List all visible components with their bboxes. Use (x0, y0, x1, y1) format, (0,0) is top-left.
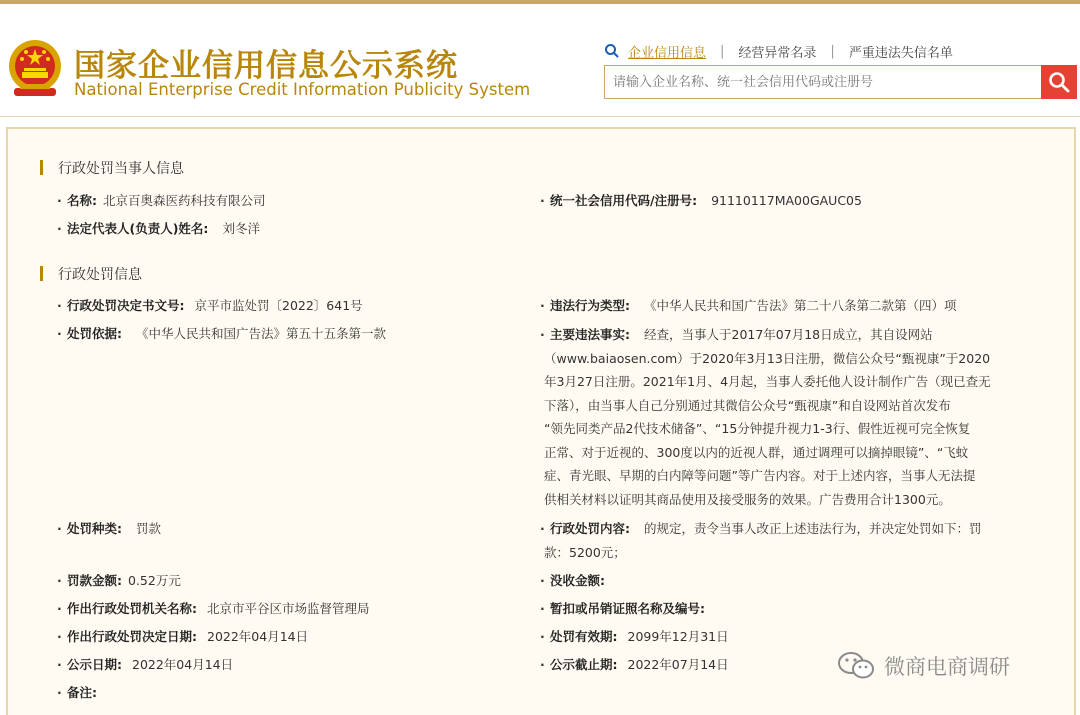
search-icon (604, 43, 620, 59)
field-label: 法定代表人(负责人)姓名: (67, 221, 209, 236)
bullet: · (540, 657, 545, 672)
bullet: · (57, 601, 62, 616)
field-label: 行政处罚决定书文号: (67, 298, 185, 313)
field-label: 名称: (67, 193, 97, 208)
section-marker (40, 266, 43, 281)
field-doc-number (57, 296, 363, 316)
site-header (0, 4, 1080, 122)
field-label: 统一社会信用代码/注册号: (550, 193, 698, 208)
section-marker (40, 160, 43, 175)
field-value: 0.52万元 (128, 573, 181, 588)
facts-line-1 (550, 323, 1036, 347)
field-value: 经查，当事人于2017年07月18日成立，其自设网站 (644, 327, 933, 342)
bullet: · (540, 573, 545, 588)
field-label: 作出行政处罚决定日期: (67, 629, 197, 644)
content-line-1 (550, 517, 1036, 541)
site-title: 国家企业信用信息公示系统 (74, 48, 458, 84)
field-penalty-basis (57, 324, 387, 344)
bullet: · (540, 521, 545, 536)
field-legal-rep (57, 219, 260, 239)
section-party-info (58, 158, 184, 178)
field-value: 2022年04月14日 (207, 629, 309, 644)
field-label: 主要违法事实: (550, 327, 630, 342)
nav-separator: | (720, 43, 725, 59)
field-value: 《中华人民共和国广告法》第五十五条第一款 (136, 326, 387, 341)
bullet: · (57, 221, 62, 236)
nav-separator: | (830, 43, 835, 59)
wechat-icon (836, 650, 876, 682)
field-label: 作出行政处罚机关名称: (67, 601, 197, 616)
field-value: 2022年07月14日 (627, 657, 729, 672)
penalty-detail-panel (6, 127, 1076, 715)
field-fine-amount (57, 571, 181, 591)
bullet: · (540, 327, 545, 342)
field-label: 暂扣或吊销证照名称及编号: (550, 601, 705, 616)
bullet: · (57, 685, 62, 700)
field-value: 2022年04月14日 (132, 657, 234, 672)
bullet: · (57, 298, 62, 313)
header-divider (0, 116, 1080, 117)
search-button[interactable] (1041, 65, 1077, 99)
national-emblem-icon (6, 38, 64, 100)
field-label: 公示截止期: (550, 657, 618, 672)
field-authority (57, 599, 370, 619)
watermark (836, 650, 1010, 682)
field-confiscation (540, 571, 611, 591)
field-value: 北京百奥森医药科技有限公司 (103, 193, 266, 208)
section-title-text: 行政处罚信息 (58, 267, 142, 283)
field-penalty-content (540, 517, 1036, 564)
facts-line-3: 年3月27日注册。2021年1月、4月起，当事人委托他人设计制作广告（现已查无 (544, 374, 991, 389)
field-label: 处罚有效期: (550, 629, 618, 644)
facts-line-7: 症、青光眼、早期的白内障等问题”等广告内容。对于上述内容，当事人无法提 (544, 468, 976, 483)
field-credit-code (540, 191, 862, 211)
field-main-facts (540, 323, 1036, 511)
bullet: · (57, 193, 62, 208)
nav-dishonest-list[interactable]: 严重违法失信名单 (848, 45, 953, 61)
field-value: 的规定，责令当事人改正上述违法行为，并决定处罚如下：罚 (644, 521, 982, 536)
facts-line-2: （www.baiaosen.com）于2020年3月13日注册，微信公众号“甄视康”于2020 (544, 350, 991, 366)
field-publish-end (540, 655, 729, 675)
facts-line-4: 下落），由当事人自己分别通过其微信公众号“甄视康”和自设网站首次发布 (544, 397, 951, 413)
nav-abnormal-list[interactable]: 经营异常名录 (738, 45, 817, 61)
bullet: · (57, 521, 62, 536)
search-input[interactable] (604, 65, 1041, 99)
field-valid-until (540, 627, 729, 647)
bullet: · (540, 629, 545, 644)
facts-line-8: 供相关材料以证明其商品使用及接受服务的效果。广告费用合计1300元。 (544, 491, 951, 507)
search-icon (1048, 71, 1070, 93)
bullet: · (57, 629, 62, 644)
section-title-text: 行政处罚当事人信息 (58, 161, 184, 177)
field-label: 公示日期: (67, 657, 122, 672)
top-nav (604, 42, 953, 60)
watermark-text: 微商电商调研 (884, 655, 1010, 679)
field-label: 行政处罚内容: (550, 521, 630, 536)
bullet: · (540, 298, 545, 313)
field-publish-date (57, 655, 234, 675)
field-value: 《中华人民共和国广告法》第二十八条第二款第（四）项 (644, 298, 957, 313)
field-remark (57, 683, 103, 703)
bullet: · (540, 601, 545, 616)
field-value: 京平市监处罚〔2022〕641号 (194, 298, 363, 313)
bullet: · (57, 573, 62, 588)
field-value: 罚款 (136, 521, 162, 536)
field-penalty-type (57, 519, 162, 539)
field-violation-type (540, 296, 957, 316)
field-value: 2099年12月31日 (627, 629, 729, 644)
field-label: 没收金额: (550, 573, 605, 588)
content-line-2: 款：5200元； (544, 544, 626, 560)
field-label: 罚款金额: (67, 573, 122, 588)
facts-line-6: 正常、对于近视的、300度以内的近视人群，通过调理可以摘掉眼镜”、“飞蚊 (544, 444, 969, 460)
site-subtitle: National Enterprise Credit Information Publicity System (74, 80, 531, 99)
field-label: 违法行为类型: (550, 298, 630, 313)
field-label: 处罚依据: (67, 326, 122, 341)
facts-line-5: “领先同类产品2代技术储备”、“15分钟提升视力1-3行、假性近视可完全恢复 (544, 421, 971, 436)
bullet: · (57, 326, 62, 341)
field-license (540, 599, 711, 619)
bullet: · (540, 193, 545, 208)
field-value: 北京市平谷区市场监督管理局 (207, 601, 370, 616)
field-label: 处罚种类: (67, 521, 122, 536)
nav-enterprise-credit[interactable]: 企业信用信息 (628, 45, 707, 61)
field-label: 备注: (67, 685, 97, 700)
field-decision-date (57, 627, 309, 647)
field-value: 91110117MA00GAUC05 (711, 193, 862, 208)
field-name (57, 191, 266, 211)
bullet: · (57, 657, 62, 672)
field-value: 刘冬洋 (222, 221, 260, 236)
section-penalty-info (58, 264, 142, 284)
